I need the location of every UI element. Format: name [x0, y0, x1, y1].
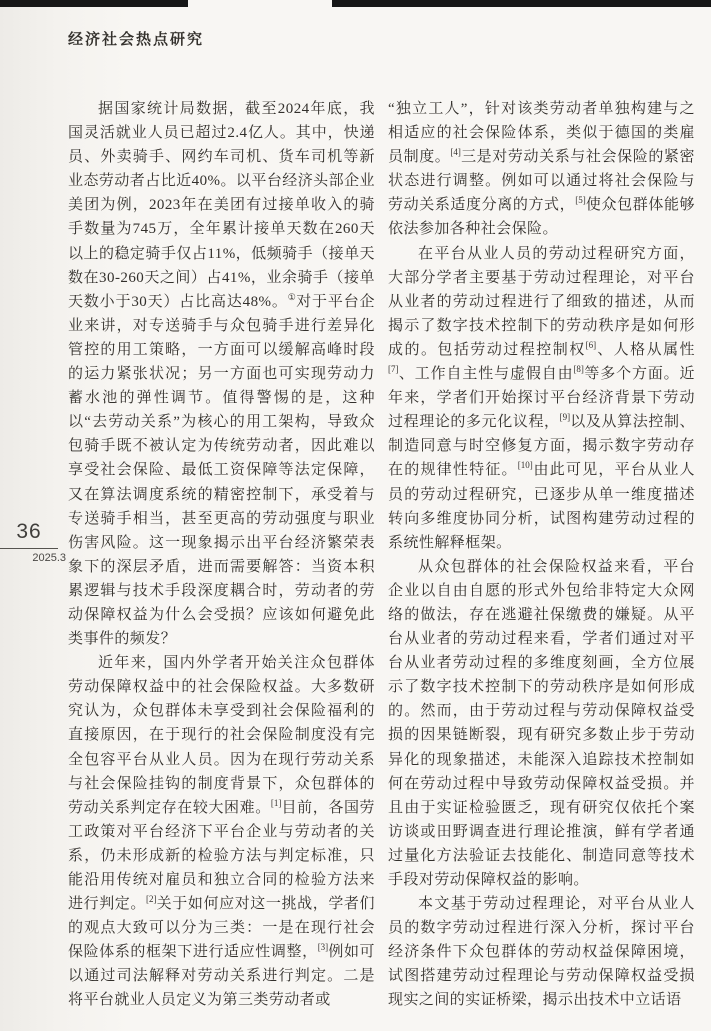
page-number-block [0, 520, 70, 564]
section-header: 经济社会热点研究 [68, 31, 205, 48]
paragraph-research-gap: 从众包群体的社会保险权益来看，平台企业以自由自愿的形式外包给非特定大众网络的做法，存在逃避社保缴费的嫌疑。从平台从业者的劳动过程来看，学者们通过对平台从业者劳动过程的多维度刻画，全方位展示了数字技术控制下的劳动秩序是如何形成的。然而，由于劳动过程与劳动保障权益受损的因果链断裂，现有研究多数止步于劳动异化的现象描述，未能深入追踪技术控制如何在劳动过程中导致劳动保障权益受损。并且由于实证检验匮乏，现有研究仅依托个案访谈或田野调查进行理论推演，鲜有学者通过量化方法验证去技能化、制造同意等技术手段对劳动保障权益的影响。 [388, 558, 695, 888]
paragraph-labor-process: 在平台从业人员的劳动过程研究方面，大部分学者主要基于劳动过程理论，对平台从业者的劳动过程进行了细致的描述，从而揭示了数字技术控制下的劳动秩序是如何形成的。包括劳动过程控制权[6]、人格从属性[7]、工作自主性与虚假自由[8]等多个方面。近年来，学者们开始探讨平台经济背景下劳动过程理论的多元化议程，[9]以及从算法控制、制造同意与时空修复方面，揭示数字劳动存在的规律性特征。[10]由此可见，平台从业人员的劳动过程研究，已逐步从单一维度描述转向多维度协同分析，试图构建劳动过程的系统性解释框架。 [388, 245, 696, 551]
paragraph-literature-1: 近年来，国内外学者开始关注众包群体劳动保障权益中的社会保险权益。大多数研究认为，众包群体未享受到社会保险福利的直接原因，在于现行的社会保险制度没有完全包容平台从业人员。因为在现行劳动关系与社会保险挂钩的制度背景下，众包群体的劳动关系判定存在较大困难。[1]目前，各国劳工政策对平台经济下平台企业与劳动者的关系，仍未形成新的检验方法与判定标准，只能沿用传统对雇员和独立合同的检验方法来进行判定。[2]关于如何应对这一挑战，学者们的观点大致可以分为三类：一是在现行社会保险体系的框架下进行适应性调整，[3]例如可以通过司法解释对劳动关系进行判定。二是将平台就业人员定义为第三类劳动者或 [68, 655, 376, 1009]
page-number: 36 [16, 520, 42, 543]
paragraph-intro: 据国家统计局数据，截至2024年底，我国灵活就业人员已超过2.4亿人。其中，快递员、外卖骑手、网约车司机、货车司机等新业态劳动者占比近40%。以平台经济头部企业美团为例，2023年在美团有过接单收入的骑手数量为745万，全年累计接单天数在260天以上的稳定骑手仅占11%，低频骑手（接单天数在30-260天之间）占41%，业余骑手（接单天数小于30天）占比高达48%。①对于平台企业来讲，对专送骑手与众包骑手进行差异化管控的用工策略，一方面可以缓解高峰时段的运力紧张状况；另一方面也可实现劳动力蓄水池的弹性调节。值得警惕的是，这种以“去劳动关系”为核心的用工架构，导致众包骑手既不被认定为传统劳动者，因此难以享受社会保险、最低工资保障等法定保障，又在算法调度系统的精密控制下，承受着与专送骑手相当，甚至更高的劳动强度与职业伤害风险。这一现象揭示出平台经济繁荣表象下的深层矛盾，进而需要解答：当资本积累逻辑与技术手段深度耦合时，劳动者的劳动保障权益为什么会受损？应该如何避免此类事件的频发？ [68, 101, 375, 648]
left-column [68, 97, 375, 1013]
article-body [68, 97, 696, 1013]
page-number-divider [0, 548, 58, 549]
scan-edge-artifact-left [0, 0, 188, 7]
issue-number: 2025.3 [32, 552, 66, 564]
scan-edge-artifact-right [332, 0, 711, 7]
paragraph-this-study: 本文基于劳动过程理论，对平台从业人员的数字劳动过程进行深入分析，探讨平台经济条件下众包群体的劳动权益保障困境，试图搭建劳动过程理论与劳动保障权益受损现实之间的实证桥梁，揭示出技术中立话语 [388, 896, 695, 1009]
paragraph-literature-continued: “独立工人”，针对该类劳动者单独构建与之相适应的社会保险体系，类似于德国的类雇员制度。[4]三是对劳动关系与社会保险的紧密状态进行调整。例如可以通过将社会保险与劳动关系适度分离的方式，[5]使众包群体能够依法参加各种社会保险。 [388, 101, 695, 238]
right-column [388, 97, 695, 1013]
